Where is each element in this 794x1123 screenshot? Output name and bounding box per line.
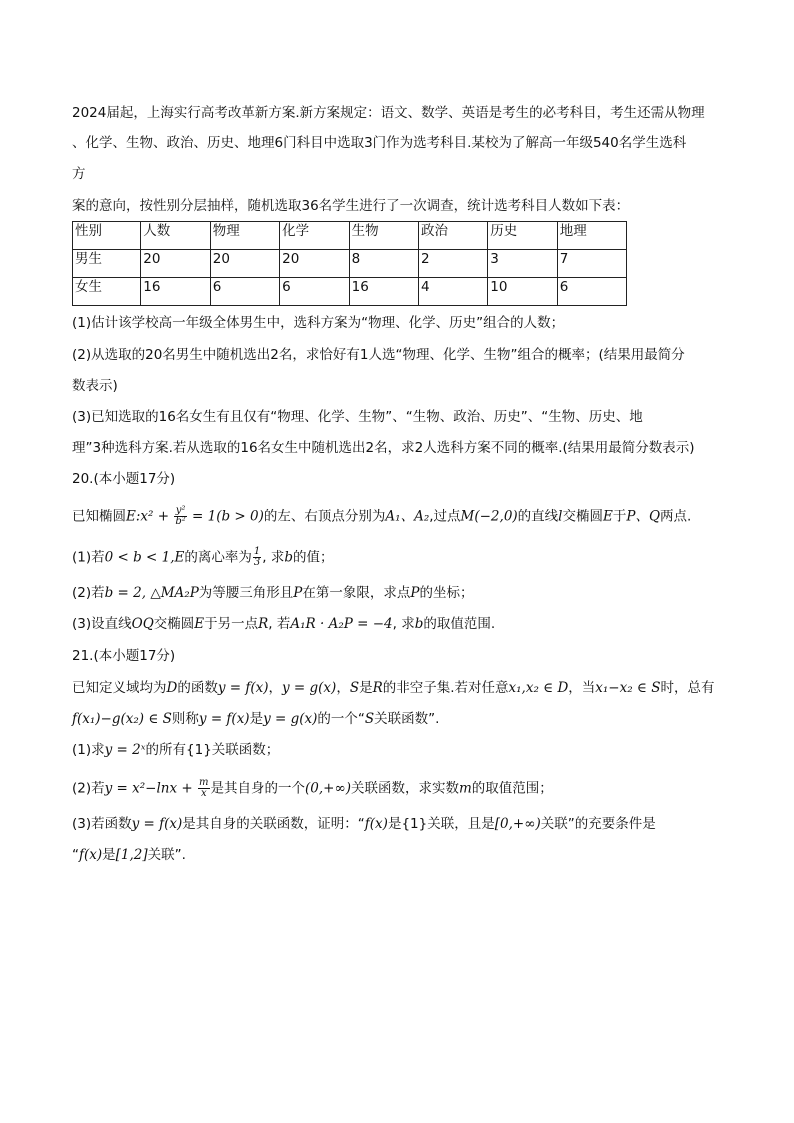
fraction-denominator: b² [175, 516, 186, 527]
fraction-numerator: 1 [253, 546, 261, 557]
table-header-row [73, 222, 627, 250]
q20-part-3-text: (3)设直线 [72, 616, 132, 632]
q20-part-2-text: 的坐标； [419, 585, 474, 601]
q20-part-3-text: 交椭圆 [153, 616, 195, 632]
table-cell: 8 [349, 250, 418, 278]
y2-over-b2-fraction [174, 506, 186, 527]
q21-part-3-text: (3)若函数 [72, 816, 132, 832]
vertex-labels: A₁、A₂ [385, 508, 430, 525]
q21-stem-text: 是 [249, 711, 264, 727]
fraction-denominator: x [200, 788, 207, 799]
q20-part-1-text: 的离心率为 [184, 549, 252, 566]
q20-part-3-text: , 求 [392, 616, 415, 632]
q20-stem-text: ,过点 [429, 508, 461, 525]
function-g: y = g(x) [282, 680, 337, 696]
q20-stem [72, 506, 691, 527]
q21-stem-text: 的非空子集.若对任意 [382, 680, 509, 696]
table-cell: 20 [210, 250, 279, 278]
ellipse-equation-rhs: = 1(b > 0) [187, 508, 264, 525]
b-range: 0 < b < 1,E [104, 549, 185, 566]
condition-expression: f(x₁)−g(x₂) ∈ S [72, 711, 172, 727]
point-m: M(−2,0) [460, 508, 518, 525]
line-oq: OQ [131, 616, 154, 632]
intro-line-1: 2024届起，上海实行高考改革新方案.新方案规定：语文、数学、英语是考生的必考科目，考生还需从物理 [72, 105, 705, 121]
intro-line-2: 、化学、生物、政治、历史、地理6门科目中选取3门作为选考科目.某校为了解高一年级540名学生选科 [72, 135, 687, 151]
interval: [1,2] [115, 847, 148, 863]
q21-part-3-text: 是 [102, 847, 116, 863]
point-r: R [258, 616, 269, 632]
q19-part-1: (1)估计该学校高一年级全体男生中，选科方案为“物理、化学、历史”组合的人数； [72, 315, 565, 331]
function-f: f(x) [364, 816, 388, 832]
table-header-cell: 性别 [73, 222, 141, 250]
points-pq: P、Q [626, 508, 661, 525]
x1-x2-in-d: x₁,x₂ ∈ D [508, 680, 569, 696]
table-cell: 20 [141, 250, 210, 278]
fraction-denominator: 3 [253, 557, 261, 568]
q21-part-3-text: 是其自身的关联函数，证明：“ [182, 816, 365, 832]
one-third-fraction [253, 547, 261, 568]
table-cell: 7 [557, 250, 626, 278]
function-f: f(x) [79, 847, 103, 863]
q21-stem-text: ， [268, 680, 282, 696]
q21-stem-line-2 [72, 710, 439, 728]
table-header-cell: 生物 [349, 222, 418, 250]
function-f: y = f(x) [217, 680, 269, 696]
exponential-function: y = 2ˣ [104, 742, 146, 758]
vector-dot-product: A₁R · A₂P = −4 [290, 616, 393, 632]
q21-stem-text: 则称 [171, 711, 199, 727]
q20-part-2 [72, 584, 473, 602]
variable-b: b [284, 549, 294, 566]
table-row [73, 250, 627, 278]
q21-stem-line-1 [72, 679, 714, 697]
table-cell: 女生 [73, 278, 141, 306]
ellipse-equation: E:x² + [126, 508, 174, 525]
table-header-cell: 历史 [488, 222, 557, 250]
table-header-cell: 人数 [141, 222, 210, 250]
function-f: y = f(x) [198, 711, 250, 727]
fraction-numerator: y² [175, 505, 186, 516]
q21-stem-text: 的一个“ [317, 711, 365, 727]
set-s: S [364, 711, 375, 727]
q21-stem-text: 关联函数”. [374, 711, 440, 727]
function-expression: y = x²−lnx + [104, 780, 198, 797]
q21-stem-text: ， [336, 680, 350, 696]
table-header-cell: 化学 [280, 222, 349, 250]
q21-part-2-text: 关联函数，求实数 [350, 780, 459, 797]
function-f: y = f(x) [131, 816, 183, 832]
q21-stem-text: 的函数 [177, 680, 218, 696]
q21-part-2 [72, 778, 553, 799]
table-cell: 10 [488, 278, 557, 306]
triangle-condition: b = 2, △MA₂P [104, 585, 199, 601]
q20-part-3-text: , 若 [268, 616, 291, 632]
domain-d: D [166, 680, 178, 696]
difference-in-s: x₁−x₂ ∈ S [595, 680, 661, 696]
q20-part-2-text: (2)若 [72, 585, 105, 601]
table-cell: 16 [141, 278, 210, 306]
line-l: l [558, 508, 563, 525]
q21-part-3-text: 是{1}关联，且是 [387, 816, 495, 832]
table-cell: 2 [419, 250, 488, 278]
q20-stem-text: 已知椭圆 [72, 508, 126, 525]
table-row [73, 278, 627, 306]
q20-part-3-text: 的取值范围. [423, 616, 496, 632]
m-over-x-fraction [198, 778, 209, 799]
variable-b: b [414, 616, 424, 632]
q20-stem-text: 的直线 [517, 508, 559, 525]
point-p: P [410, 585, 420, 601]
table-header-cell: 物理 [210, 222, 279, 250]
table-cell: 4 [419, 278, 488, 306]
q20-part-1-text: (1)若 [72, 549, 105, 566]
q20-part-1 [72, 547, 334, 568]
table-header-cell: 政治 [419, 222, 488, 250]
table-cell: 3 [488, 250, 557, 278]
q21-stem-text: ，当 [568, 680, 596, 696]
point-p: P [293, 585, 303, 601]
q20-part-1-text: 的值； [293, 549, 334, 566]
q21-part-1-text: (1)求 [72, 742, 105, 758]
q21-part-2-text: 是其自身的一个 [210, 780, 305, 797]
q20-part-2-text: 在第一象限，求点 [302, 585, 411, 601]
q21-part-3-text: 关联”的充要条件是 [540, 816, 656, 832]
set-s: S [349, 680, 360, 696]
q20-part-1-text: , 求 [262, 549, 285, 566]
q20-stem-text: 交椭圆 [562, 508, 603, 525]
q19-part-2-line-2: 数表示) [72, 378, 118, 394]
q21-part-1 [72, 741, 279, 759]
interval: [0,+∞) [494, 816, 541, 832]
q20-part-3 [72, 615, 495, 633]
q20-stem-text: 两点. [660, 508, 692, 525]
q19-part-2-line-1: (2)从选取的20名男生中随机选出2名，求恰好有1人选“物理、化学、生物”组合的概率；(结果用最简分 [72, 347, 685, 363]
q21-part-2-text: (2)若 [72, 780, 105, 797]
q20-part-3-text: 于另一点 [204, 616, 259, 632]
q20-part-2-text: 为等腰三角形且 [198, 585, 294, 601]
table-cell: 16 [349, 278, 418, 306]
table-cell: 6 [557, 278, 626, 306]
q20-stem-text: 的左、右顶点分别为 [263, 508, 386, 525]
q19-part-3-line-1: (3)已知选取的16名女生有且仅有“物理、化学、生物”、“生物、政治、历史”、“生物、历史、地 [72, 409, 643, 425]
q21-part-3-line-1 [72, 815, 656, 833]
q21-part-2-text: 的取值范围； [471, 780, 553, 797]
intro-line-4: 案的意向，按性别分层抽样，随机选取36名学生进行了一次调查，统计选考科目人数如下表： [72, 198, 630, 214]
fraction-numerator: m [199, 777, 209, 788]
q21-part-1-text: 的所有{1}关联函数； [145, 742, 280, 758]
q19-part-3-line-2: 理”3种选科方案.若从选取的16名女生中随机选出2名，求2人选科方案不同的概率.(结果用最简分数表示) [72, 440, 695, 456]
q21-heading: 21.(本小题17分) [72, 648, 176, 664]
q21-stem-text: 已知定义域均为 [72, 680, 167, 696]
q21-stem-text: 时，总有 [660, 680, 715, 696]
function-g: y = g(x) [263, 711, 318, 727]
ellipse-e: E [194, 616, 205, 632]
q21-part-3-text: “ [72, 847, 79, 863]
variable-m: m [458, 780, 472, 797]
subject-selection-table [72, 221, 627, 306]
intro-line-3: 方 [72, 166, 86, 182]
ellipse-e: E [603, 508, 613, 525]
table-cell: 20 [280, 250, 349, 278]
table-cell: 男生 [73, 250, 141, 278]
interval: (0,+∞) [305, 780, 351, 797]
q21-stem-text: 是 [359, 680, 373, 696]
set-r: R [372, 680, 383, 696]
table-header-cell: 地理 [557, 222, 626, 250]
q21-part-3-line-2 [72, 846, 186, 864]
q21-part-3-text: 关联”. [147, 847, 186, 863]
q20-stem-text: 于 [612, 508, 627, 525]
table-cell: 6 [280, 278, 349, 306]
table-cell: 6 [210, 278, 279, 306]
q20-heading: 20.(本小题17分) [72, 471, 176, 487]
